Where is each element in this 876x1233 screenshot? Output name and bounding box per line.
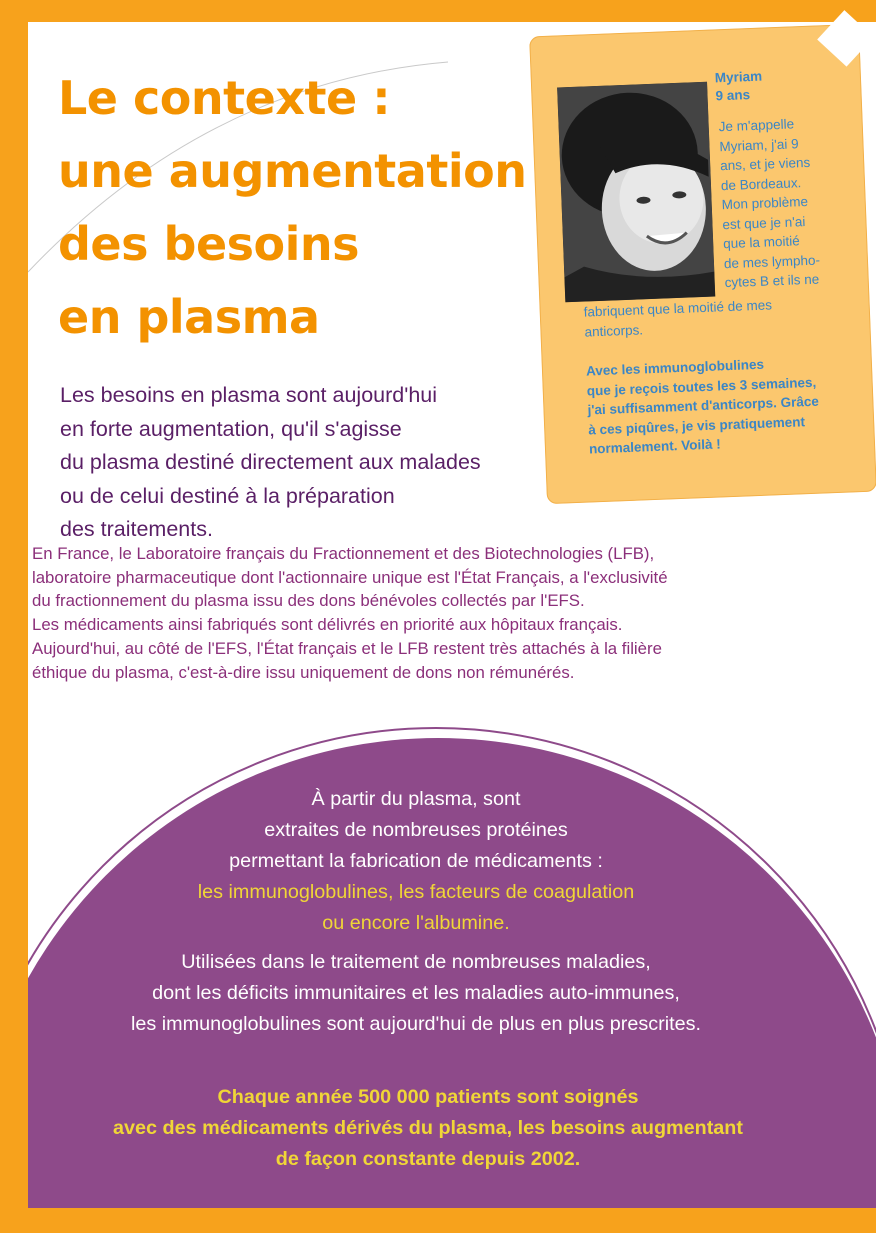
quote-line: cytes B et ils ne [724, 271, 820, 291]
testimonial-age-text: 9 ans [715, 87, 751, 104]
title-line: en plasma [58, 290, 320, 344]
intro-line: du plasma destiné directement aux malades [60, 450, 481, 474]
testimonial-quote-continuation [583, 295, 773, 341]
proteins-line: À partir du plasma, sont [311, 788, 521, 810]
proteins-line: extraites de nombreuses protéines [264, 819, 568, 841]
quote-line: est que je n'ai [722, 213, 806, 232]
stats-line: Chaque année 500 000 patients sont soignés [217, 1086, 639, 1108]
closing-line: normalement. Voilà ! [588, 436, 721, 457]
quote-line: anticorps. [584, 321, 644, 340]
proteins-paragraph [28, 784, 804, 939]
closing-line: j'ai suffisamment d'anticorps. Grâce [587, 393, 820, 418]
quote-line: ans, et je viens [719, 154, 811, 174]
closing-line: que je reçois toutes les 3 semaines, [586, 374, 817, 399]
stats-line: avec des médicaments dérivés du plasma, les besoins augmentant [113, 1117, 743, 1139]
usage-line: dont les déficits immunitaires et les maladies auto-immunes, [152, 982, 680, 1004]
testimonial-quote [718, 114, 821, 293]
title-line: une augmentation [58, 144, 527, 198]
title-line: des besoins [58, 217, 360, 271]
body-line: éthique du plasma, c'est-à-dire issu uniquement de dons non rémunérés. [32, 662, 575, 682]
quote-line: Je m'appelle [718, 116, 795, 135]
usage-line: les immunoglobulines sont aujourd'hui de plus en plus prescrites. [130, 1013, 702, 1035]
body-line: laboratoire pharmaceutique dont l'actionnaire unique est l'État Français, a l'exclusivité [32, 567, 668, 587]
closing-line: Avec les immunoglobulines [585, 356, 765, 379]
quote-line: de Bordeaux. [720, 174, 802, 193]
portrait-photo [557, 82, 715, 303]
usage-paragraph [28, 947, 804, 1040]
intro-line: Les besoins en plasma sont aujourd'hui [60, 383, 438, 407]
stats-paragraph [28, 1082, 828, 1175]
quote-line: fabriquent que la moitié de mes [583, 297, 773, 320]
intro-line: ou de celui destiné à la préparation [60, 483, 395, 508]
body-line: En France, le Laboratoire français du Fractionnement et des Biotechnologies (LFB), [32, 544, 655, 563]
proteins-highlight-line: les immunoglobulines, les facteurs de coagulation [197, 881, 635, 903]
body-line: Les médicaments ainsi fabriqués sont délivrés en priorité aux hôpitaux français. [32, 615, 623, 635]
testimonial-name-text: Myriam [714, 68, 763, 86]
testimonial-card [529, 24, 876, 504]
quote-line: Mon problème [721, 193, 809, 213]
quote-line: de mes lympho- [723, 252, 821, 271]
stats-line: de façon constante depuis 2002. [275, 1148, 581, 1170]
proteins-highlight-line: ou encore l'albumine. [322, 912, 510, 934]
title-line: Le contexte : [58, 71, 391, 125]
usage-line: Utilisées dans le traitement de nombreuses maladies, [181, 951, 651, 973]
quote-line: Myriam, j'ai 9 [719, 135, 799, 154]
quote-line: que la moitié [722, 233, 801, 252]
body-line: Aujourd'hui, au côté de l'EFS, l'État français et le LFB restent très attachés à la filière [32, 638, 662, 658]
body-line: du fractionnement du plasma issu des dons bénévoles collectés par l'EFS. [32, 591, 585, 611]
testimonial-name [715, 68, 764, 106]
intro-line: des traitements. [60, 517, 213, 541]
intro-line: en forte augmentation, qu'il s'agisse [60, 416, 402, 441]
closing-line: à ces piqûres, je vis pratiquement [587, 413, 806, 438]
testimonial-closing [586, 353, 821, 459]
proteins-line: permettant la fabrication de médicaments : [229, 850, 603, 872]
